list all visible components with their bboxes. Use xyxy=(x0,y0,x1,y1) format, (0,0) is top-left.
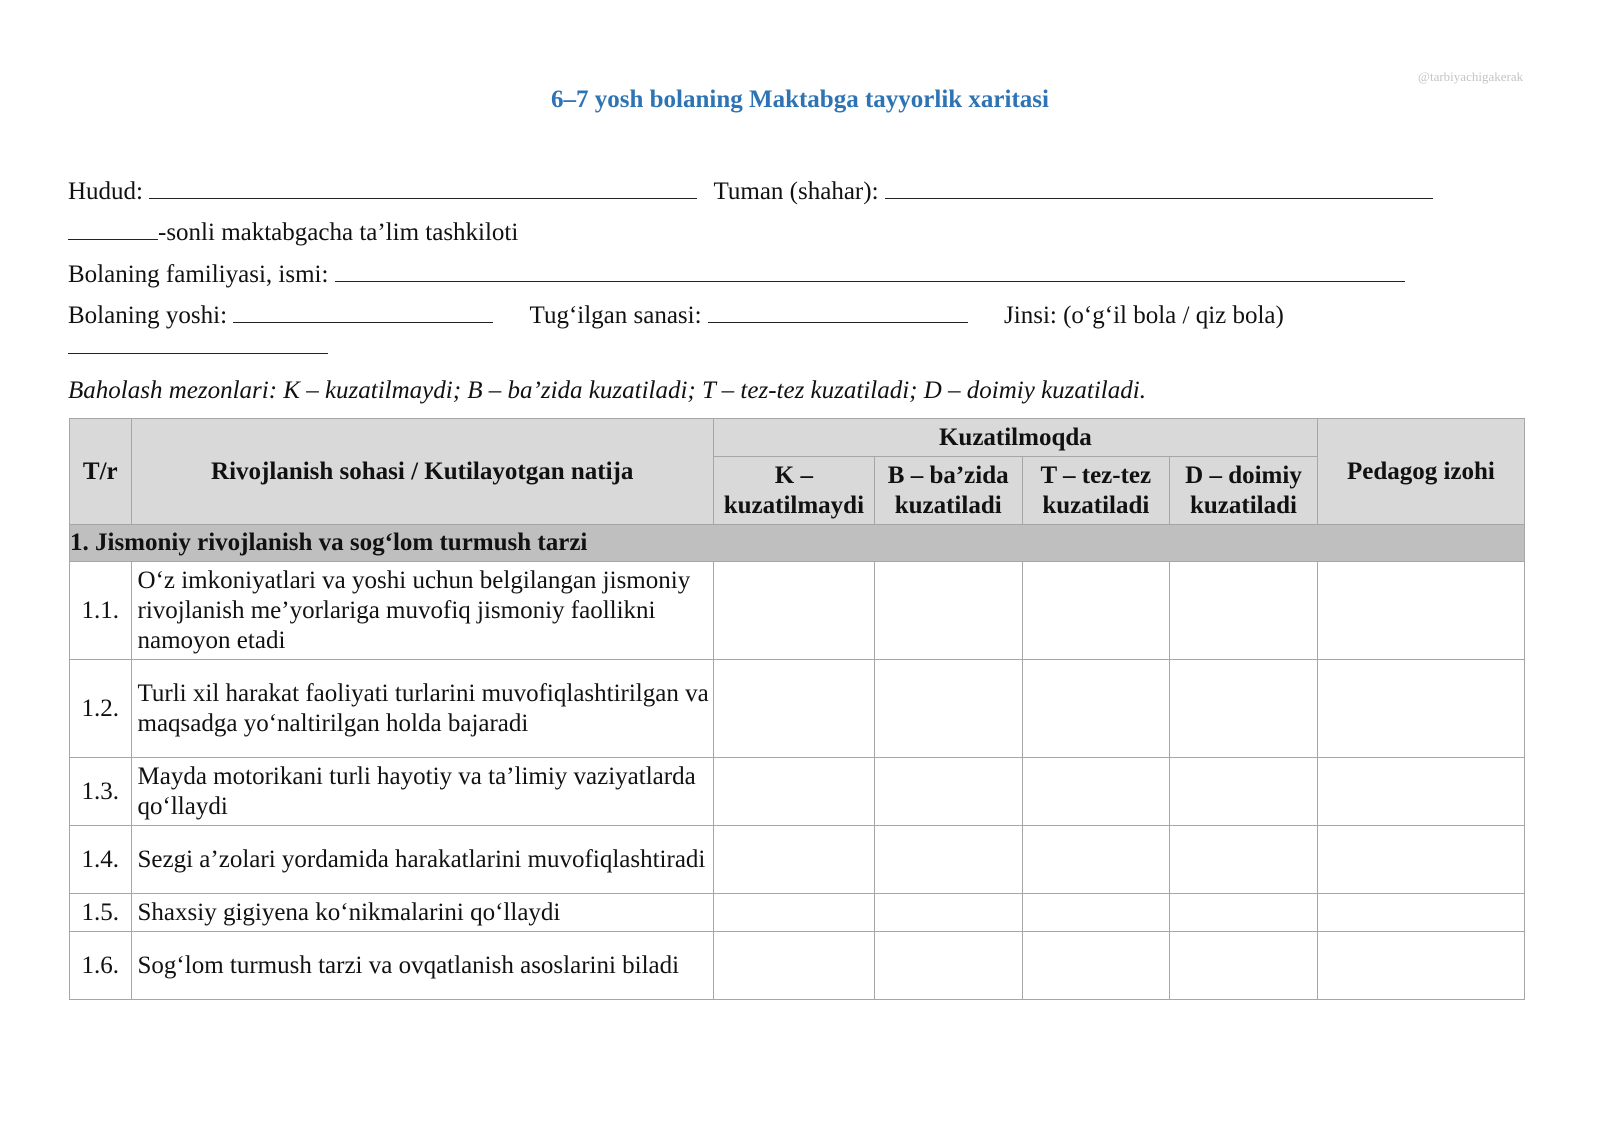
cell-comment[interactable] xyxy=(1317,758,1524,826)
header-k: K – kuzatilmaydi xyxy=(713,457,874,525)
cell-d[interactable] xyxy=(1170,758,1318,826)
cell-t[interactable] xyxy=(1022,660,1170,758)
details-line xyxy=(68,296,1284,331)
cell-comment[interactable] xyxy=(1317,932,1524,1000)
hudud-field[interactable] xyxy=(149,172,697,199)
criteria-legend: Baholash mezonlari: K – kuzatilmaydi; B – ba’zida kuzatiladi; T – tez-tez kuzatiladi; D – doimiy kuzatiladi. xyxy=(68,377,1146,404)
cell-t[interactable] xyxy=(1022,894,1170,932)
name-line xyxy=(68,255,1405,290)
readiness-table xyxy=(69,418,1525,1000)
cell-b[interactable] xyxy=(874,758,1022,826)
table-row xyxy=(70,562,1525,660)
row-text: Sezgi a’zolari yordamida harakatlarini muvofiqlashtiradi xyxy=(131,826,713,894)
page-title: 6–7 yosh bolaning Maktabga tayyorlik xaritasi xyxy=(551,86,1049,113)
tuman-field[interactable] xyxy=(885,172,1433,199)
organization-line xyxy=(68,213,518,248)
cell-comment[interactable] xyxy=(1317,894,1524,932)
header-b: B – ba’zida kuzatiladi xyxy=(874,457,1022,525)
row-text: Sog‘lom turmush tarzi va ovqatlanish asoslarini biladi xyxy=(131,932,713,1000)
cell-t[interactable] xyxy=(1022,932,1170,1000)
row-number: 1.5. xyxy=(70,894,132,932)
table-row xyxy=(70,932,1525,1000)
jinsi-label: Jinsi: (o‘g‘il bola / qiz bola) xyxy=(1004,302,1284,329)
cell-k[interactable] xyxy=(713,562,874,660)
header-t: T – tez-tez kuzatiladi xyxy=(1022,457,1170,525)
cell-d[interactable] xyxy=(1170,826,1318,894)
cell-k[interactable] xyxy=(713,894,874,932)
watermark: @tarbiyachigakerak xyxy=(1418,69,1524,84)
yoshi-field[interactable] xyxy=(233,296,493,323)
region-line xyxy=(68,172,1433,207)
organization-label: -sonli maktabgacha ta’lim tashkiloti xyxy=(158,219,519,246)
cell-comment[interactable] xyxy=(1317,562,1524,660)
cell-d[interactable] xyxy=(1170,894,1318,932)
familiya-label: Bolaning familiyasi, ismi: xyxy=(68,261,329,288)
cell-k[interactable] xyxy=(713,758,874,826)
hudud-label: Hudud: xyxy=(68,178,143,205)
cell-comment[interactable] xyxy=(1317,826,1524,894)
header-observing: Kuzatilmoqda xyxy=(713,419,1317,457)
table-row xyxy=(70,894,1525,932)
section-title: 1. Jismoniy rivojlanish va sog‘lom turmush tarzi xyxy=(70,525,1525,562)
cell-comment[interactable] xyxy=(1317,660,1524,758)
cell-t[interactable] xyxy=(1022,562,1170,660)
sana-field[interactable] xyxy=(708,296,968,323)
cell-b[interactable] xyxy=(874,826,1022,894)
extra-field[interactable] xyxy=(68,327,328,354)
cell-d[interactable] xyxy=(1170,660,1318,758)
row-text: O‘z imkoniyatlari va yoshi uchun belgilangan jismoniy rivojlanish me’yorlariga muvofiq jismoniy faollikni namoyon etadi xyxy=(131,562,713,660)
row-text: Mayda motorikani turli hayotiy va ta’limiy vaziyatlarda qo‘llaydi xyxy=(131,758,713,826)
header-number: T/r xyxy=(70,419,132,525)
table-row xyxy=(70,826,1525,894)
cell-k[interactable] xyxy=(713,826,874,894)
cell-b[interactable] xyxy=(874,932,1022,1000)
cell-b[interactable] xyxy=(874,562,1022,660)
row-number: 1.2. xyxy=(70,660,132,758)
header-area: Rivojlanish sohasi / Kutilayotgan natija xyxy=(131,419,713,525)
row-text: Shaxsiy gigiyena ko‘nikmalarini qo‘llaydi xyxy=(131,894,713,932)
row-number: 1.6. xyxy=(70,932,132,1000)
row-number: 1.1. xyxy=(70,562,132,660)
table-row xyxy=(70,660,1525,758)
organization-number-field[interactable] xyxy=(68,213,158,240)
cell-t[interactable] xyxy=(1022,758,1170,826)
row-number: 1.4. xyxy=(70,826,132,894)
cell-d[interactable] xyxy=(1170,932,1318,1000)
extra-line xyxy=(68,327,328,362)
cell-d[interactable] xyxy=(1170,562,1318,660)
cell-b[interactable] xyxy=(874,660,1022,758)
cell-k[interactable] xyxy=(713,932,874,1000)
yoshi-label: Bolaning yoshi: xyxy=(68,302,228,329)
header-comment: Pedagog izohi xyxy=(1317,419,1524,525)
cell-t[interactable] xyxy=(1022,826,1170,894)
header-d: D – doimiy kuzatiladi xyxy=(1170,457,1318,525)
table-row xyxy=(70,758,1525,826)
row-text: Turli xil harakat faoliyati turlarini muvofiqlashtirilgan va maqsadga yo‘naltirilgan holda bajaradi xyxy=(131,660,713,758)
tuman-label: Tuman (shahar): xyxy=(713,178,879,205)
cell-k[interactable] xyxy=(713,660,874,758)
row-number: 1.3. xyxy=(70,758,132,826)
cell-b[interactable] xyxy=(874,894,1022,932)
familiya-field[interactable] xyxy=(335,255,1405,282)
sana-label: Tug‘ilgan sanasi: xyxy=(529,302,702,329)
